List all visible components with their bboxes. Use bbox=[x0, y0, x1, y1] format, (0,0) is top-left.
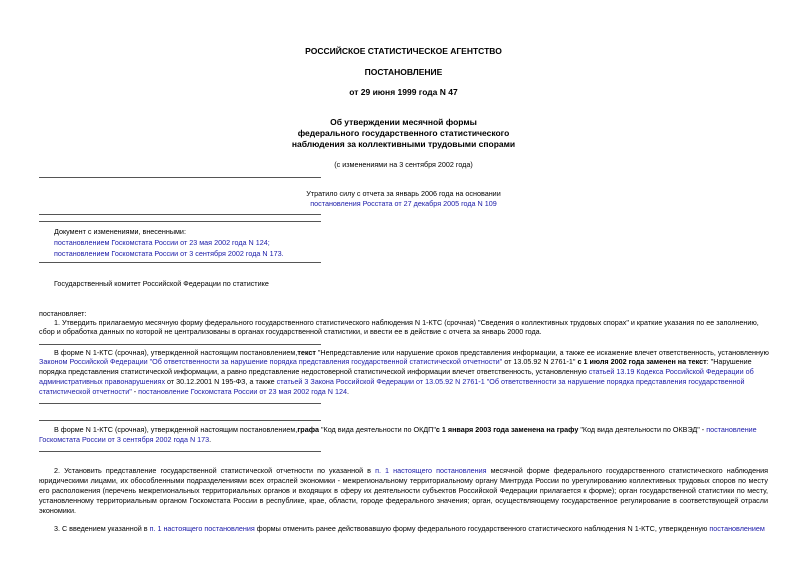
divider bbox=[39, 403, 321, 404]
note-1-line-5: статистической отчетности" - постановление Госкомстата России от 23 мая 2002 года N 124. bbox=[39, 387, 349, 396]
divider bbox=[39, 451, 321, 452]
amendment-link-124[interactable]: постановлением Госкомстата России от 23 мая 2002 года N 124; bbox=[54, 238, 270, 247]
resolution-173-link-cont[interactable]: Госкомстата России от 3 сентября 2002 года N 173 bbox=[39, 435, 210, 444]
code-article-link-cont[interactable]: административных правонарушениях bbox=[39, 377, 166, 386]
resolution-124-link[interactable]: постановление Госкомстата России от 23 мая 2002 года N 124 bbox=[138, 387, 347, 396]
law-article-link-cont[interactable]: статистической отчетности" bbox=[39, 387, 132, 396]
document-title-line-1: Об утверждении месячной формы bbox=[330, 117, 477, 127]
law-article-link[interactable]: статьей 3 Закона Российской Федерации от 13.05.92 N 2761-1 "Об ответственности за нарушение порядка представления государственной bbox=[276, 377, 745, 386]
note-1-line-1: В форме N 1-КТС (срочная), утвержденной настоящим постановлением,текст "Непредставление или нарушение сроков представления информации, а также ее искажение влечет ответственность, установленную bbox=[54, 348, 769, 357]
note-1-line-4: административных правонарушениях от 30.12.2001 N 195-ФЗ, а также статьей 3 Закона Российской Федерации от 13.05.92 N 2761-1 "Об ответственности за нарушение порядка представления государственной bbox=[39, 377, 745, 386]
status-link[interactable]: постановления Росстата от 27 декабря 2005 года N 109 bbox=[310, 199, 497, 208]
agency-name: РОССИЙСКОЕ СТАТИСТИЧЕСКОЕ АГЕНТСТВО bbox=[305, 46, 502, 56]
resolution-173-link[interactable]: постановление bbox=[706, 425, 757, 434]
amended-by-label: Документ с изменениями, внесенными: bbox=[54, 227, 186, 236]
amendment-link-173[interactable]: постановлением Госкомстата России от 3 сентября 2002 года N 173. bbox=[54, 249, 284, 258]
amendments-note: (с изменениями на 3 сентября 2002 года) bbox=[334, 160, 473, 169]
note-2-line-1: В форме N 1-КТС (срочная), утвержденной настоящим постановлением,графа "Код вида деятельности по ОКДП"с 1 января 2003 года заменена на графу "Код вида деятельности по ОКВЭД" - постановление bbox=[54, 425, 757, 434]
law-link[interactable]: Законом Российской Федерации "Об ответственности за нарушение порядка представления государственной статистической отчетности" bbox=[39, 357, 503, 366]
paragraph-1-line-1: 1. Утвердить прилагаемую месячную форму федерального государственного статистического наблюдения N 1-КТС (срочная) "Сведения о коллективных трудовых спорах" и краткие указания по ее заполнению, bbox=[54, 318, 759, 327]
divider bbox=[39, 420, 321, 421]
resolution-link[interactable]: постановлением bbox=[709, 524, 765, 533]
paragraph-3: 3. С введением указанной в п. 1 настоящего постановления формы отменить ранее действовавшую форму федерального государственного статистического наблюдения N 1-КТС, утвержденную постановлением bbox=[54, 524, 765, 533]
divider bbox=[39, 344, 321, 345]
code-article-link[interactable]: статьей 13.19 Кодекса Российской Федерации об bbox=[588, 367, 754, 376]
note-1-line-3: порядка представления статистической информации, а равно представление недостоверной статистической информации влечет ответственность, установленную статьей 13.19 Кодекса Российской Федерации об bbox=[39, 367, 754, 376]
divider bbox=[39, 177, 321, 178]
divider bbox=[39, 221, 321, 222]
paragraph-1-line-2: сбор и обработка данных по которой не централизованы в органах государственной статистики, и ввести ее в действие с отчета за январь 2000 года. bbox=[39, 327, 542, 336]
document-title-line-3: наблюдения за коллективными трудовыми спорами bbox=[291, 139, 516, 149]
divider bbox=[39, 262, 321, 263]
status-note: Утратило силу с отчета за январь 2006 года на основании bbox=[306, 189, 501, 198]
issuer: Государственный комитет Российской Федерации по статистике bbox=[54, 279, 269, 288]
paragraph-1-link[interactable]: п. 1 настоящего постановления bbox=[375, 466, 487, 475]
paragraph-2: 2. Установить представление государственной статистической отчетности по указанной в п. 1 настоящего постановления месячной форме федерального государственного статистического наблюдения юридическими лицами, их обособленными подразделениями всех отраслей экономики - межрегиональному территориальному органу Минтруда России по урегулированию коллективных трудовых споров по месту его расположения (перечень межрегиональных территориальных органов и входящих в сферу их деятельности субъектов Российской Федерации прилагается к форме); орган государственной статистики по месту, установленному территориальным органом Госкомстата России в республике, крае, области, городе федерального значения; орган, осуществляющему государственное регулирование в соответствующей отрасли экономики. bbox=[39, 466, 768, 515]
paragraph-1-link-2[interactable]: п. 1 настоящего постановления bbox=[149, 524, 255, 533]
resolves: постановляет: bbox=[39, 309, 87, 318]
divider bbox=[39, 214, 321, 215]
document-title-line-2: федерального государственного статистического bbox=[297, 128, 510, 138]
document-type: ПОСТАНОВЛЕНИЕ bbox=[364, 67, 443, 77]
note-2-line-2: Госкомстата России от 3 сентября 2002 года N 173. bbox=[39, 435, 212, 444]
note-1-line-2: Законом Российской Федерации "Об ответственности за нарушение порядка представления государственной статистической отчетности" от 13.05.92 N 2761-1" с 1 июля 2002 года заменен на текст: "Нарушение bbox=[39, 357, 752, 366]
document-date-number: от 29 июня 1999 года N 47 bbox=[349, 87, 458, 97]
